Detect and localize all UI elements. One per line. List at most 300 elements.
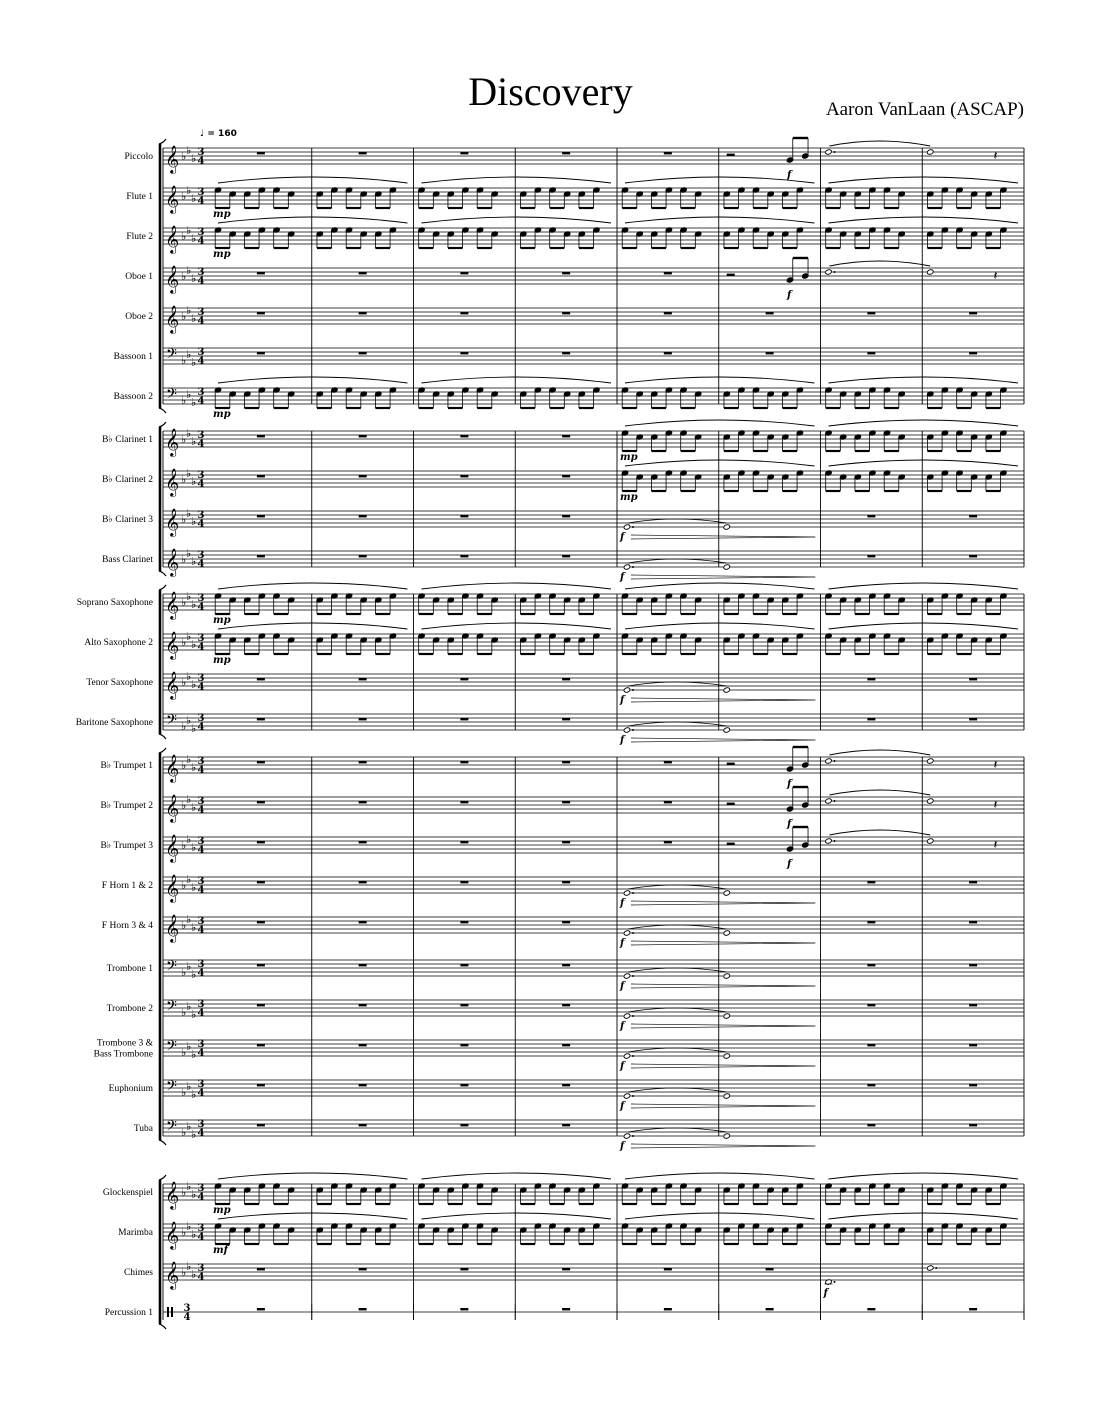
slur [422, 1173, 612, 1179]
whole-rest [969, 555, 977, 557]
flat-icon: ♭ [181, 1086, 187, 1099]
treble-clef-icon: 𝄞 [165, 185, 180, 213]
flat-icon: ♭ [191, 356, 197, 369]
treble-clef-icon: 𝄞 [165, 225, 180, 253]
tie [830, 790, 931, 795]
slur [625, 377, 815, 383]
slur [625, 460, 815, 466]
whole-rest [867, 555, 875, 557]
staff-oboe-2 [125, 304, 1024, 334]
flat-icon: ♭ [186, 753, 192, 766]
staff-b-trumpet-1 [100, 753, 1024, 783]
flat-icon: ♭ [186, 913, 192, 926]
slur [625, 420, 815, 426]
whole-rest [359, 555, 367, 557]
flat-icon: ♭ [191, 921, 197, 934]
half-note-head [623, 727, 630, 733]
crescendo-hairpin [631, 941, 815, 945]
flat-icon: ♭ [181, 596, 187, 609]
flat-icon: ♭ [191, 598, 197, 611]
flat-icon: ♭ [181, 190, 187, 203]
flat-icon: ♭ [186, 1220, 192, 1233]
dot [834, 1281, 836, 1283]
staff-content [213, 377, 1018, 420]
whole-rest [257, 352, 265, 354]
whole-rest [257, 1044, 265, 1046]
whole-rest [359, 761, 367, 763]
instrument-label: Percussion 1 [104, 1308, 153, 1318]
whole-rest [969, 312, 977, 314]
slur [625, 623, 815, 629]
flat-icon: ♭ [186, 348, 192, 361]
instrument-label: Bass Trombone [93, 1049, 153, 1060]
slur [829, 377, 1019, 383]
whole-rest [867, 312, 875, 314]
whole-rest [562, 475, 570, 477]
instrument-label: Glockenspiel [102, 1188, 153, 1198]
time-signature-top: 3 [197, 470, 205, 481]
dynamic-marking: f [620, 1101, 625, 1112]
dynamic-marking: mp [213, 615, 231, 626]
instrument-label: Trombone 3 & [96, 1038, 153, 1049]
staff-tenor-saxophone [86, 670, 1024, 700]
dot [632, 932, 634, 934]
whole-rest [867, 718, 875, 720]
half-note-head [825, 149, 832, 155]
quarter-rest-icon: 𝄽 [993, 149, 998, 164]
time-signature-top: 3 [183, 1303, 191, 1314]
staff-content [257, 420, 1018, 463]
time-signature-top: 3 [197, 836, 205, 847]
treble-clef-icon: 𝄞 [165, 1221, 180, 1249]
time-signature-bottom: 4 [197, 316, 205, 327]
staff-piccolo [125, 144, 1025, 174]
dynamic-marking: mf [213, 1245, 228, 1256]
flat-icon: ♭ [181, 473, 187, 486]
instrument-label: B♭ Clarinet 3 [102, 515, 153, 525]
staff-content [257, 827, 998, 870]
time-signature-bottom: 4 [197, 1008, 205, 1019]
flat-icon: ♭ [181, 676, 187, 689]
flat-icon: ♭ [181, 1046, 187, 1059]
instrument-label: B♭ Trumpet 2 [100, 801, 153, 811]
half-rest [727, 274, 735, 276]
flat-icon: ♭ [181, 839, 187, 852]
whole-rest [664, 801, 672, 803]
time-signature-bottom: 4 [197, 559, 205, 570]
flat-icon: ♭ [191, 1048, 197, 1061]
whole-rest [359, 718, 367, 720]
flat-icon: ♭ [181, 799, 187, 812]
whole-rest [359, 1268, 367, 1270]
whole-rest [257, 555, 265, 557]
instrument-label: Piccolo [124, 152, 153, 162]
staff-content [257, 787, 998, 830]
whole-rest [562, 1004, 570, 1006]
tie [628, 1128, 727, 1132]
time-signature-top: 3 [197, 510, 205, 521]
time-signature-top: 3 [197, 593, 205, 604]
flat-icon: ♭ [186, 507, 192, 520]
staff-bass-clarinet [102, 547, 1024, 577]
time-signature-bottom: 4 [183, 1312, 191, 1323]
flat-icon: ♭ [186, 467, 192, 480]
tie [628, 1048, 727, 1052]
whole-rest [562, 555, 570, 557]
dynamic-marking: mp [213, 1205, 231, 1216]
dot [935, 1267, 937, 1269]
whole-rest [359, 1004, 367, 1006]
instrument-label: B♭ Trumpet 1 [100, 761, 153, 771]
slur [218, 377, 408, 383]
time-signature-top: 3 [197, 756, 205, 767]
whole-rest [359, 841, 367, 843]
time-signature-top: 3 [197, 430, 205, 441]
instrument-label: Bassoon 1 [113, 352, 153, 362]
staff-content [257, 747, 998, 790]
flat-icon: ♭ [186, 144, 192, 157]
whole-rest [460, 881, 468, 883]
whole-rest [969, 1124, 977, 1126]
whole-rest [460, 272, 468, 274]
whole-rest [867, 1044, 875, 1046]
slur [422, 1213, 612, 1219]
half-note-head [723, 930, 730, 936]
flat-icon: ♭ [191, 515, 197, 528]
staff-trombone-2 [107, 998, 1024, 1021]
whole-rest [257, 272, 265, 274]
crescendo-hairpin [631, 901, 815, 905]
time-signature-top: 3 [197, 713, 205, 724]
time-signature-top: 3 [197, 673, 205, 684]
staff-f-horn-3-4 [102, 913, 1024, 943]
tie [628, 925, 727, 929]
whole-rest [257, 881, 265, 883]
flat-icon: ♭ [181, 636, 187, 649]
half-note-head [723, 973, 730, 979]
tie [628, 519, 727, 523]
group-bracket [159, 734, 166, 739]
crescendo-hairpin [631, 698, 815, 702]
bass-clef-icon: 𝄢 [166, 998, 177, 1018]
whole-rest [562, 1124, 570, 1126]
flat-icon: ♭ [191, 678, 197, 691]
slur [829, 1173, 1019, 1179]
whole-rest [867, 678, 875, 680]
tie [830, 750, 931, 755]
half-note-head [723, 727, 730, 733]
whole-rest [257, 1084, 265, 1086]
time-signature-bottom: 4 [197, 602, 205, 613]
slur [218, 217, 408, 223]
whole-rest [460, 1308, 468, 1310]
flat-icon: ♭ [191, 1128, 197, 1141]
treble-clef-icon: 𝄞 [165, 591, 180, 619]
flat-icon: ♭ [181, 310, 187, 323]
treble-clef-icon: 𝄞 [165, 794, 180, 822]
instrument-label: Tenor Saxophone [86, 678, 153, 688]
whole-rest [257, 801, 265, 803]
instrument-label: B♭ Clarinet 2 [102, 475, 153, 485]
time-signature-bottom: 4 [197, 196, 205, 207]
half-note-head [623, 564, 630, 570]
half-note-head [723, 524, 730, 530]
whole-rest [969, 1004, 977, 1006]
whole-rest [766, 352, 774, 354]
dynamic-marking: f [786, 779, 792, 790]
whole-rest [359, 1084, 367, 1086]
flat-icon: ♭ [186, 1040, 192, 1053]
slur [218, 583, 408, 589]
half-rest [727, 154, 735, 156]
staff-euphonium [109, 1078, 1024, 1101]
tie [830, 830, 931, 835]
staff-percussion-1 [105, 1303, 1024, 1323]
time-signature-top: 3 [197, 1079, 205, 1090]
flat-icon: ♭ [186, 714, 192, 727]
time-signature-bottom: 4 [197, 968, 205, 979]
dynamic-marking: f [786, 859, 792, 870]
tie [628, 559, 727, 563]
half-rest [727, 763, 735, 765]
instrument-label: Chimes [123, 1268, 153, 1278]
whole-rest [257, 1268, 265, 1270]
slur [625, 1213, 815, 1219]
dot [632, 566, 634, 568]
whole-rest [359, 1124, 367, 1126]
tie [830, 261, 931, 266]
flat-icon: ♭ [186, 1080, 192, 1093]
time-signature-bottom: 4 [197, 1272, 205, 1283]
flat-icon: ♭ [181, 919, 187, 932]
whole-rest [562, 435, 570, 437]
dynamic-marking: mp [213, 209, 231, 220]
staff-b-trumpet-3 [100, 833, 1024, 863]
treble-clef-icon: 𝄞 [165, 914, 180, 942]
slur [829, 460, 1019, 466]
whole-rest [460, 718, 468, 720]
time-signature-top: 3 [197, 796, 205, 807]
dot [632, 729, 634, 731]
slur [218, 1173, 408, 1179]
half-note-head [723, 1093, 730, 1099]
dynamic-marking: f [620, 1021, 625, 1032]
half-note-head [927, 798, 934, 804]
flat-icon: ♭ [186, 1000, 192, 1013]
dynamic-marking: mp [213, 655, 231, 666]
bass-clef-icon: 𝄢 [166, 1038, 177, 1058]
flat-icon: ♭ [181, 759, 187, 772]
half-note-head [927, 838, 934, 844]
whole-rest [969, 921, 977, 923]
flat-icon: ♭ [186, 1180, 192, 1193]
dynamic-marking: f [620, 695, 625, 706]
instrument-label: Trombone 1 [106, 964, 153, 974]
whole-rest [766, 312, 774, 314]
percussion-clef-icon [171, 1307, 173, 1317]
flat-icon: ♭ [186, 224, 192, 237]
flat-icon: ♭ [191, 761, 197, 774]
half-note-head [623, 687, 630, 693]
staff-content [213, 1213, 1018, 1256]
staff-b-clarinet-3 [102, 507, 1024, 537]
half-note-head [723, 564, 730, 570]
time-signature-bottom: 4 [197, 356, 205, 367]
slur [829, 177, 1019, 183]
whole-rest [969, 1308, 977, 1310]
whole-rest [562, 678, 570, 680]
whole-rest [562, 152, 570, 154]
whole-rest [460, 801, 468, 803]
group-bracket [159, 139, 166, 144]
slur [625, 1173, 815, 1179]
slur [829, 623, 1019, 629]
whole-rest [257, 718, 265, 720]
dynamic-marking: f [786, 290, 792, 301]
flat-icon: ♭ [186, 1260, 192, 1273]
time-signature-top: 3 [197, 633, 205, 644]
time-signature-bottom: 4 [197, 682, 205, 693]
half-note-head [825, 269, 832, 275]
dynamic-marking: f [620, 1061, 625, 1072]
whole-rest [460, 678, 468, 680]
half-note-head [623, 1013, 630, 1019]
staff-content [213, 217, 1018, 260]
whole-rest [359, 515, 367, 517]
half-note-head [623, 890, 630, 896]
whole-rest [359, 475, 367, 477]
time-signature-top: 3 [197, 959, 205, 970]
dynamic-marking: f [786, 819, 792, 830]
group-bracket [159, 1175, 166, 1180]
whole-rest [969, 1044, 977, 1046]
whole-rest [969, 718, 977, 720]
whole-rest [867, 1308, 875, 1310]
flat-icon: ♭ [186, 670, 192, 683]
time-signature-top: 3 [197, 916, 205, 927]
crescendo-hairpin [631, 575, 815, 579]
treble-clef-icon: 𝄞 [165, 145, 180, 173]
whole-rest [664, 1268, 672, 1270]
dynamic-marking: mp [620, 492, 638, 503]
half-note-head [623, 1053, 630, 1059]
whole-rest [766, 1268, 774, 1270]
time-signature-bottom: 4 [197, 885, 205, 896]
staff-f-horn-1-2 [102, 873, 1024, 903]
whole-rest [562, 272, 570, 274]
time-signature-bottom: 4 [197, 1088, 205, 1099]
treble-clef-icon: 𝄞 [165, 671, 180, 699]
instrument-label: Flute 2 [126, 232, 153, 242]
whole-rest [359, 272, 367, 274]
instrument-label: F Horn 1 & 2 [101, 881, 153, 891]
flat-icon: ♭ [191, 1268, 197, 1281]
flat-icon: ♭ [181, 879, 187, 892]
staff-content [213, 1173, 1018, 1216]
flat-icon: ♭ [191, 475, 197, 488]
instrument-label: Bassoon 2 [113, 392, 153, 402]
dynamic-marking: f [620, 532, 625, 543]
flat-icon: ♭ [191, 722, 197, 735]
slur [829, 217, 1019, 223]
half-note-head [723, 687, 730, 693]
instrument-label: B♭ Trumpet 3 [100, 841, 153, 851]
whole-rest [562, 964, 570, 966]
time-signature-bottom: 4 [197, 276, 205, 287]
half-note-head [825, 758, 832, 764]
flat-icon: ♭ [191, 1088, 197, 1101]
tie [628, 968, 727, 972]
slur [422, 377, 612, 383]
whole-rest [969, 352, 977, 354]
dynamic-marking: f [620, 981, 625, 992]
flat-icon: ♭ [181, 433, 187, 446]
whole-rest [257, 312, 265, 314]
crescendo-hairpin [631, 535, 815, 539]
bass-clef-icon: 𝄢 [166, 1078, 177, 1098]
half-note-head [623, 1093, 630, 1099]
time-signature-top: 3 [197, 307, 205, 318]
half-note-head [623, 973, 630, 979]
flat-icon: ♭ [186, 427, 192, 440]
whole-rest [867, 1124, 875, 1126]
flat-icon: ♭ [191, 968, 197, 981]
whole-rest [359, 435, 367, 437]
whole-rest [257, 841, 265, 843]
flat-icon: ♭ [181, 1266, 187, 1279]
slur [625, 217, 815, 223]
group-bracket [159, 585, 166, 590]
instrument-label: Bass Clarinet [102, 555, 153, 565]
whole-rest [359, 678, 367, 680]
instrument-label: Euphonium [108, 1084, 153, 1094]
whole-rest [257, 1308, 265, 1310]
whole-rest [562, 718, 570, 720]
flat-icon: ♭ [181, 230, 187, 243]
whole-rest [562, 352, 570, 354]
dynamic-marking: f [620, 898, 625, 909]
dot [632, 1055, 634, 1057]
time-signature-bottom: 4 [197, 765, 205, 776]
half-note-head [723, 1053, 730, 1059]
whole-rest [867, 352, 875, 354]
whole-rest [257, 435, 265, 437]
bass-clef-icon: 𝄢 [166, 386, 177, 406]
slur [422, 217, 612, 223]
flat-icon: ♭ [186, 184, 192, 197]
half-note-head [623, 930, 630, 936]
slur [218, 177, 408, 183]
tie [628, 885, 727, 889]
treble-clef-icon: 𝄞 [165, 1181, 180, 1209]
instrument-label: Tuba [133, 1124, 153, 1134]
whole-rest [867, 1084, 875, 1086]
flat-icon: ♭ [191, 152, 197, 165]
half-note-head [723, 890, 730, 896]
time-signature-bottom: 4 [197, 439, 205, 450]
whole-rest [562, 1268, 570, 1270]
slur [218, 623, 408, 629]
dynamic-marking: f [823, 1288, 828, 1299]
dot [632, 526, 634, 528]
treble-clef-icon: 𝄞 [165, 834, 180, 862]
flat-icon: ♭ [181, 150, 187, 163]
half-note-head [825, 798, 832, 804]
whole-rest [257, 1124, 265, 1126]
time-signature-top: 3 [197, 1039, 205, 1050]
instrument-label: Oboe 2 [125, 312, 153, 322]
tie [628, 722, 727, 726]
